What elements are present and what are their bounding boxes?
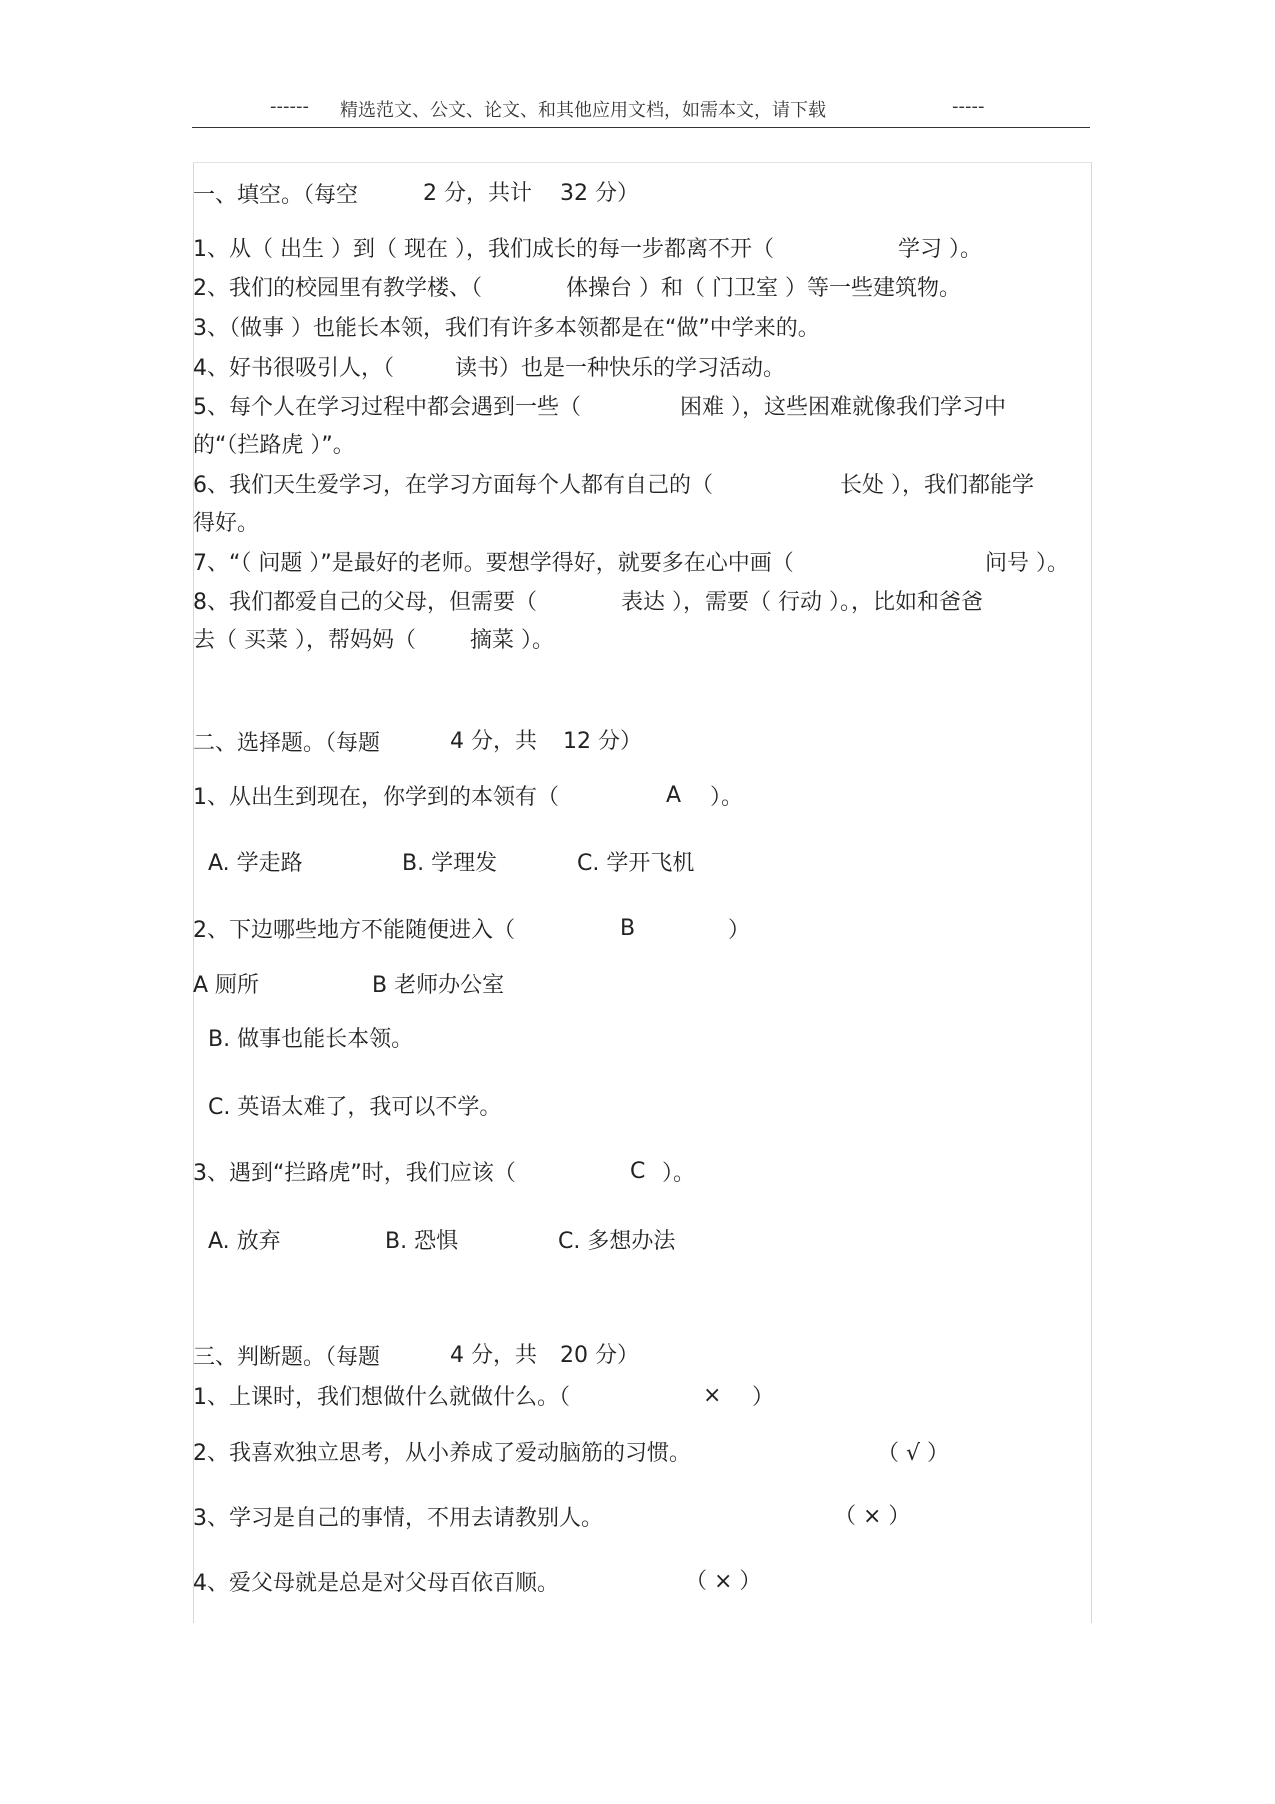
fill-item-6: 6、我们天生爱学习，在学习方面每个人都有自己的（ [193, 473, 713, 498]
fill-item-1: 1、从（ 出生 ）到（ 现在 ），我们成长的每一步都离不开（ [193, 237, 774, 262]
fill-item-4: 4、好书很吸引人，（ [193, 356, 394, 381]
fill-item-5-cont: 的“（拦路虎 ）”。 [193, 433, 355, 458]
section1-title-part1: 一、填空。（每空 [193, 183, 359, 208]
choice-q2-option-b2: B. 做事也能长本领。 [208, 1027, 414, 1052]
choice-q2-option-a: A 厕所 [193, 973, 260, 998]
judge-q2-answer: （ √ ） [877, 1441, 950, 1466]
fill-item-7-answer: 问号 ）。 [985, 551, 1069, 576]
choice-q1-option-c: C. 学开飞机 [577, 851, 695, 876]
fill-item-4-rest: 读书）也是一种快乐的学习活动。 [455, 356, 786, 381]
choice-q1-close: ）。 [710, 785, 744, 810]
choice-q3: 3、遇到“拦路虎”时，我们应该（ [193, 1161, 516, 1186]
choice-q3-option-a: A. 放弃 [208, 1229, 281, 1254]
fill-item-6-rest: 长处 ），我们都能学 [840, 473, 1034, 498]
judge-q1: 1、上课时，我们想做什么就做什么。（ [193, 1385, 570, 1410]
judge-q4-answer: （ × ） [685, 1569, 762, 1594]
header-dash-left: ------ [270, 96, 309, 117]
choice-q2-option-c: C. 英语太难了，我可以不学。 [208, 1095, 502, 1120]
choice-q1: 1、从出生到现在，你学到的本领有（ [193, 785, 559, 810]
header-dash-right: ----- [952, 96, 985, 117]
fill-item-8: 8、我们都爱自己的父母，但需要（ [193, 590, 537, 615]
header-divider [192, 127, 1090, 128]
fill-item-3: 3、（做事 ）也能长本领，我们有许多本领都是在“做”中学来的。 [193, 316, 820, 341]
fill-item-1-answer: 学习 ）。 [898, 237, 982, 262]
fill-item-5-rest: 困难 ），这些困难就像我们学习中 [680, 395, 1006, 420]
judge-q3-answer: （ × ） [834, 1504, 911, 1529]
judge-q4: 4、爱父母就是总是对父母百依百顺。 [193, 1571, 559, 1596]
choice-q2-answer: B [620, 916, 636, 941]
section3-title-part3: 20 分） [560, 1343, 639, 1368]
fill-item-8-cont-rest: 摘菜 ）。 [470, 628, 554, 653]
fill-item-2-rest: 体操台 ）和（ 门卫室 ）等一些建筑物。 [566, 276, 961, 301]
choice-q3-option-b: B. 恐惧 [385, 1229, 459, 1254]
section3-title-part2: 4 分，共 [450, 1343, 537, 1368]
choice-q2-close: ） [728, 918, 751, 943]
choice-q1-option-a: A. 学走路 [208, 851, 303, 876]
choice-q2: 2、下边哪些地方不能随便进入（ [193, 918, 515, 943]
section3-title-part1: 三、判断题。（每题 [193, 1345, 381, 1370]
choice-q3-answer: C [630, 1159, 646, 1184]
choice-q1-answer: A [666, 783, 682, 808]
fill-item-6-cont: 得好。 [193, 511, 260, 536]
fill-item-2: 2、我们的校园里有教学楼、（ [193, 276, 482, 301]
section2-title-part3: 12 分） [563, 729, 642, 754]
choice-q3-option-c: C. 多想办法 [558, 1229, 676, 1254]
choice-q3-close: ）。 [662, 1161, 696, 1186]
section2-title-part2: 4 分，共 [450, 729, 537, 754]
fill-item-7: 7、“（ 问题 ）”是最好的老师。要想学得好，就要多在心中画（ [193, 551, 794, 576]
header-text: 精选范文、公文、论文、和其他应用文档，如需本文，请下载 [340, 100, 826, 121]
fill-item-8-rest: 表达 ），需要（ 行动 ）。，比如和爸爸 [621, 590, 983, 615]
fill-item-5: 5、每个人在学习过程中都会遇到一些（ [193, 395, 581, 420]
section1-title-part2: 2 分，共计 [423, 181, 532, 206]
fill-item-8-cont: 去（ 买菜 ），帮妈妈（ [193, 628, 416, 653]
section1-title-part3: 32 分） [560, 181, 639, 206]
page-header [0, 96, 1275, 126]
judge-q1-close: ） [752, 1385, 775, 1410]
choice-q2-option-b: B 老师办公室 [372, 973, 505, 998]
choice-q1-option-b: B. 学理发 [402, 851, 498, 876]
judge-q3: 3、学习是自己的事情，不用去请教别人。 [193, 1506, 603, 1531]
section2-title-part1: 二、选择题。（每题 [193, 731, 381, 756]
judge-q2: 2、我喜欢独立思考，从小养成了爱动脑筋的习惯。 [193, 1441, 691, 1466]
judge-q1-answer: × [703, 1383, 722, 1408]
